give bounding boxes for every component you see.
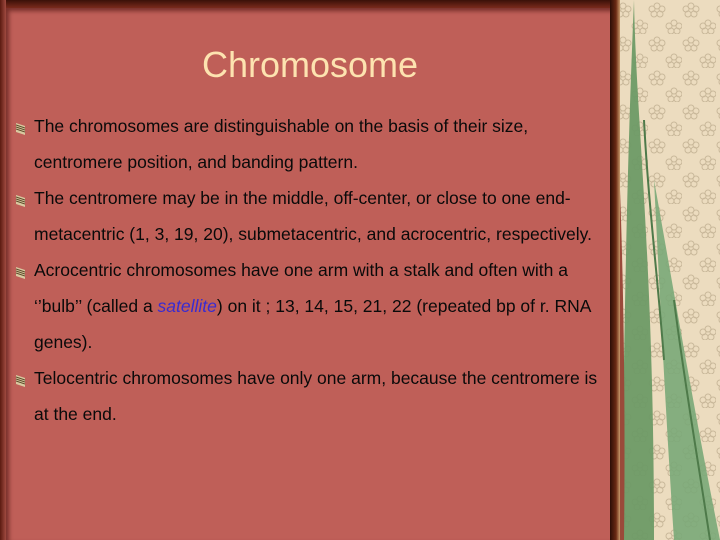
striped-diamond-bullet-icon <box>16 267 25 279</box>
striped-diamond-bullet-icon <box>16 123 25 135</box>
bullet-item <box>16 108 606 180</box>
bullet-text: The centromere may be in the middle, off-center, or close to one end- metacentric (1, 3, 19, 20), submetacentric, and acrocentric, respectively. <box>34 188 592 244</box>
bullet-text-after: ) on it ; 13, 14, 15, 21, 22 (repeated bp of r. RNA genes). <box>34 296 591 352</box>
slide-title: Chromosome <box>201 44 419 85</box>
striped-diamond-bullet-icon <box>16 195 25 207</box>
floral-decoration-icon <box>614 0 720 540</box>
bullet-list <box>16 108 606 432</box>
bullet-text: Telocentric chromosomes have only one arm, because the centromere is at the end. <box>34 368 598 424</box>
slide-frame-top <box>0 0 620 8</box>
satellite-term: satellite <box>157 296 217 316</box>
bullet-item <box>16 252 606 360</box>
bullet-text: The chromosomes are distinguishable on the basis of their size, centromere position, and banding pattern. <box>34 116 529 172</box>
bullet-text-before: Acrocentric chromosomes have one arm with a stalk and often with a ‘’bulb’’ (called a <box>34 260 568 316</box>
floral-decoration-panel <box>614 0 720 540</box>
bullet-item <box>16 180 606 252</box>
bullet-item <box>16 360 606 432</box>
decoration-edge <box>610 0 620 540</box>
striped-diamond-bullet-icon <box>16 375 25 387</box>
